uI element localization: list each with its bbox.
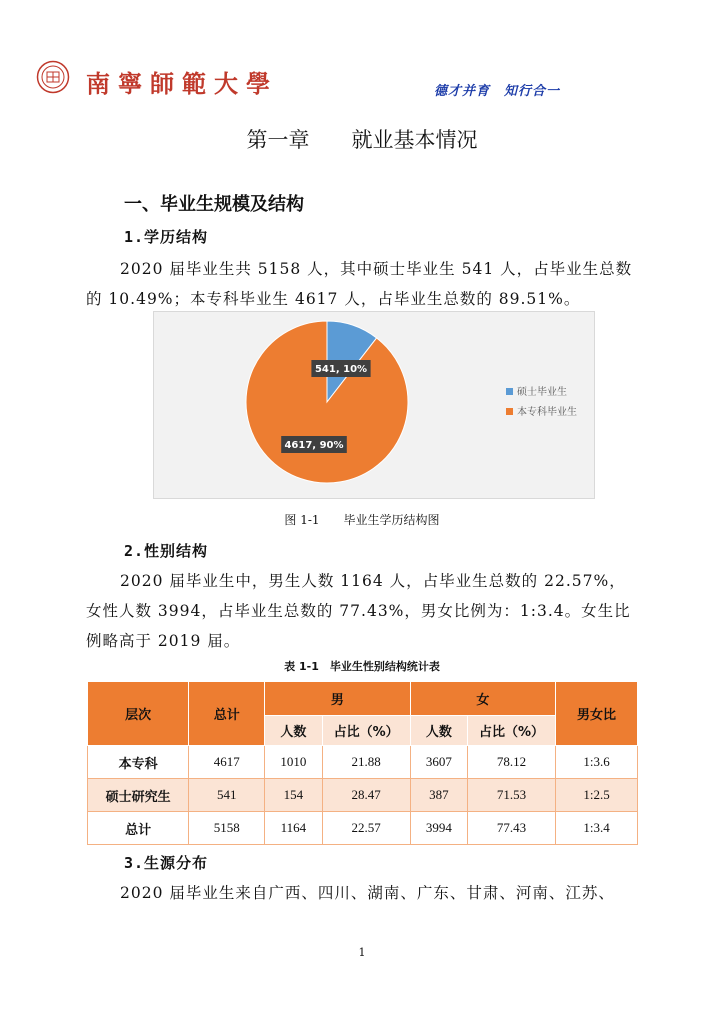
pie-data-label-master [311,360,370,377]
subsection-heading-gender: 2.性别结构 [124,542,209,560]
cell-ratio: 1:3.6 [556,746,638,779]
header-female-count: 人数 [410,716,467,746]
header-level: 层次 [88,682,189,746]
figure-caption: 图 1-1 毕业生学历结构图 [284,513,440,527]
cell-total: 541 [189,779,265,812]
university-motto: 德才并育 知行合一 [434,84,561,99]
university-name-logo: 南寧師範大學 [86,69,278,98]
cell-male-share: 21.88 [322,746,410,779]
cell-total: 5158 [189,812,265,845]
paragraph-education [86,254,638,314]
cell-level: 硕士研究生 [88,779,189,812]
paragraph-education-text: 2020 届毕业生共 5158 人，其中硕士毕业生 541 人，占毕业生总数的 10.49%；本专科毕业生 4617 人，占毕业生总数的 89.51%。 [86,260,633,308]
cell-male-count: 154 [265,779,322,812]
cell-male-count: 1010 [265,746,322,779]
cell-female-share: 78.12 [468,746,556,779]
header-male-share: 占比（%） [322,716,410,746]
cell-female-count: 3607 [410,746,467,779]
cell-ratio: 1:3.4 [556,812,638,845]
paragraph-gender [86,566,638,656]
cell-ratio: 1:2.5 [556,779,638,812]
header-female-share: 占比（%） [468,716,556,746]
table-row [88,779,638,812]
paragraph-gender-text: 2020 届毕业生中，男生人数 1164 人，占毕业生总数的 22.57%，女性人数 3994，占毕业生总数的 77.43%，男女比例为：1:3.4。女生比例略高于 2019 届。 [86,572,631,650]
pie-chart [153,311,595,499]
page-number: 1 [358,946,366,959]
legend-label: 本专科毕业生 [517,407,577,418]
pie-data-label-undergrad [281,436,347,453]
chapter-title: 第一章 就业基本情况 [246,128,478,152]
header-ratio: 男女比 [556,682,638,746]
subsection-heading-origin: 3.生源分布 [124,854,209,872]
cell-male-count: 1164 [265,812,322,845]
header-total: 总计 [189,682,265,746]
pie-slice-undergrad [246,321,408,483]
legend-label: 硕士毕业生 [517,387,567,398]
table-row [88,746,638,779]
subsection-heading-education: 1.学历结构 [124,228,209,246]
paragraph-origin-text: 2020 届毕业生来自广西、四川、湖南、广东、甘肃、河南、江苏、 [120,884,615,902]
university-seal-logo [36,60,70,94]
header-male: 男 [265,682,410,716]
table-row [88,812,638,845]
cell-female-count: 3994 [410,812,467,845]
header-male-count: 人数 [265,716,322,746]
legend-swatch [506,408,513,415]
cell-female-count: 387 [410,779,467,812]
legend-swatch [506,388,513,395]
cell-total: 4617 [189,746,265,779]
cell-female-share: 77.43 [468,812,556,845]
cell-male-share: 22.57 [322,812,410,845]
cell-level: 总计 [88,812,189,845]
gender-stats-table [87,681,638,845]
paragraph-origin [86,878,638,908]
pie-chart-svg [154,312,594,498]
svg-text:541, 10%: 541, 10% [314,364,368,375]
header-female: 女 [410,682,555,716]
svg-text:4617, 90%: 4617, 90% [284,440,344,451]
cell-male-share: 28.47 [322,779,410,812]
cell-female-share: 71.53 [468,779,556,812]
cell-level: 本专科 [88,746,189,779]
section-heading: 一、毕业生规模及结构 [124,194,304,215]
table-title: 表 1-1 毕业生性别结构统计表 [284,660,440,673]
